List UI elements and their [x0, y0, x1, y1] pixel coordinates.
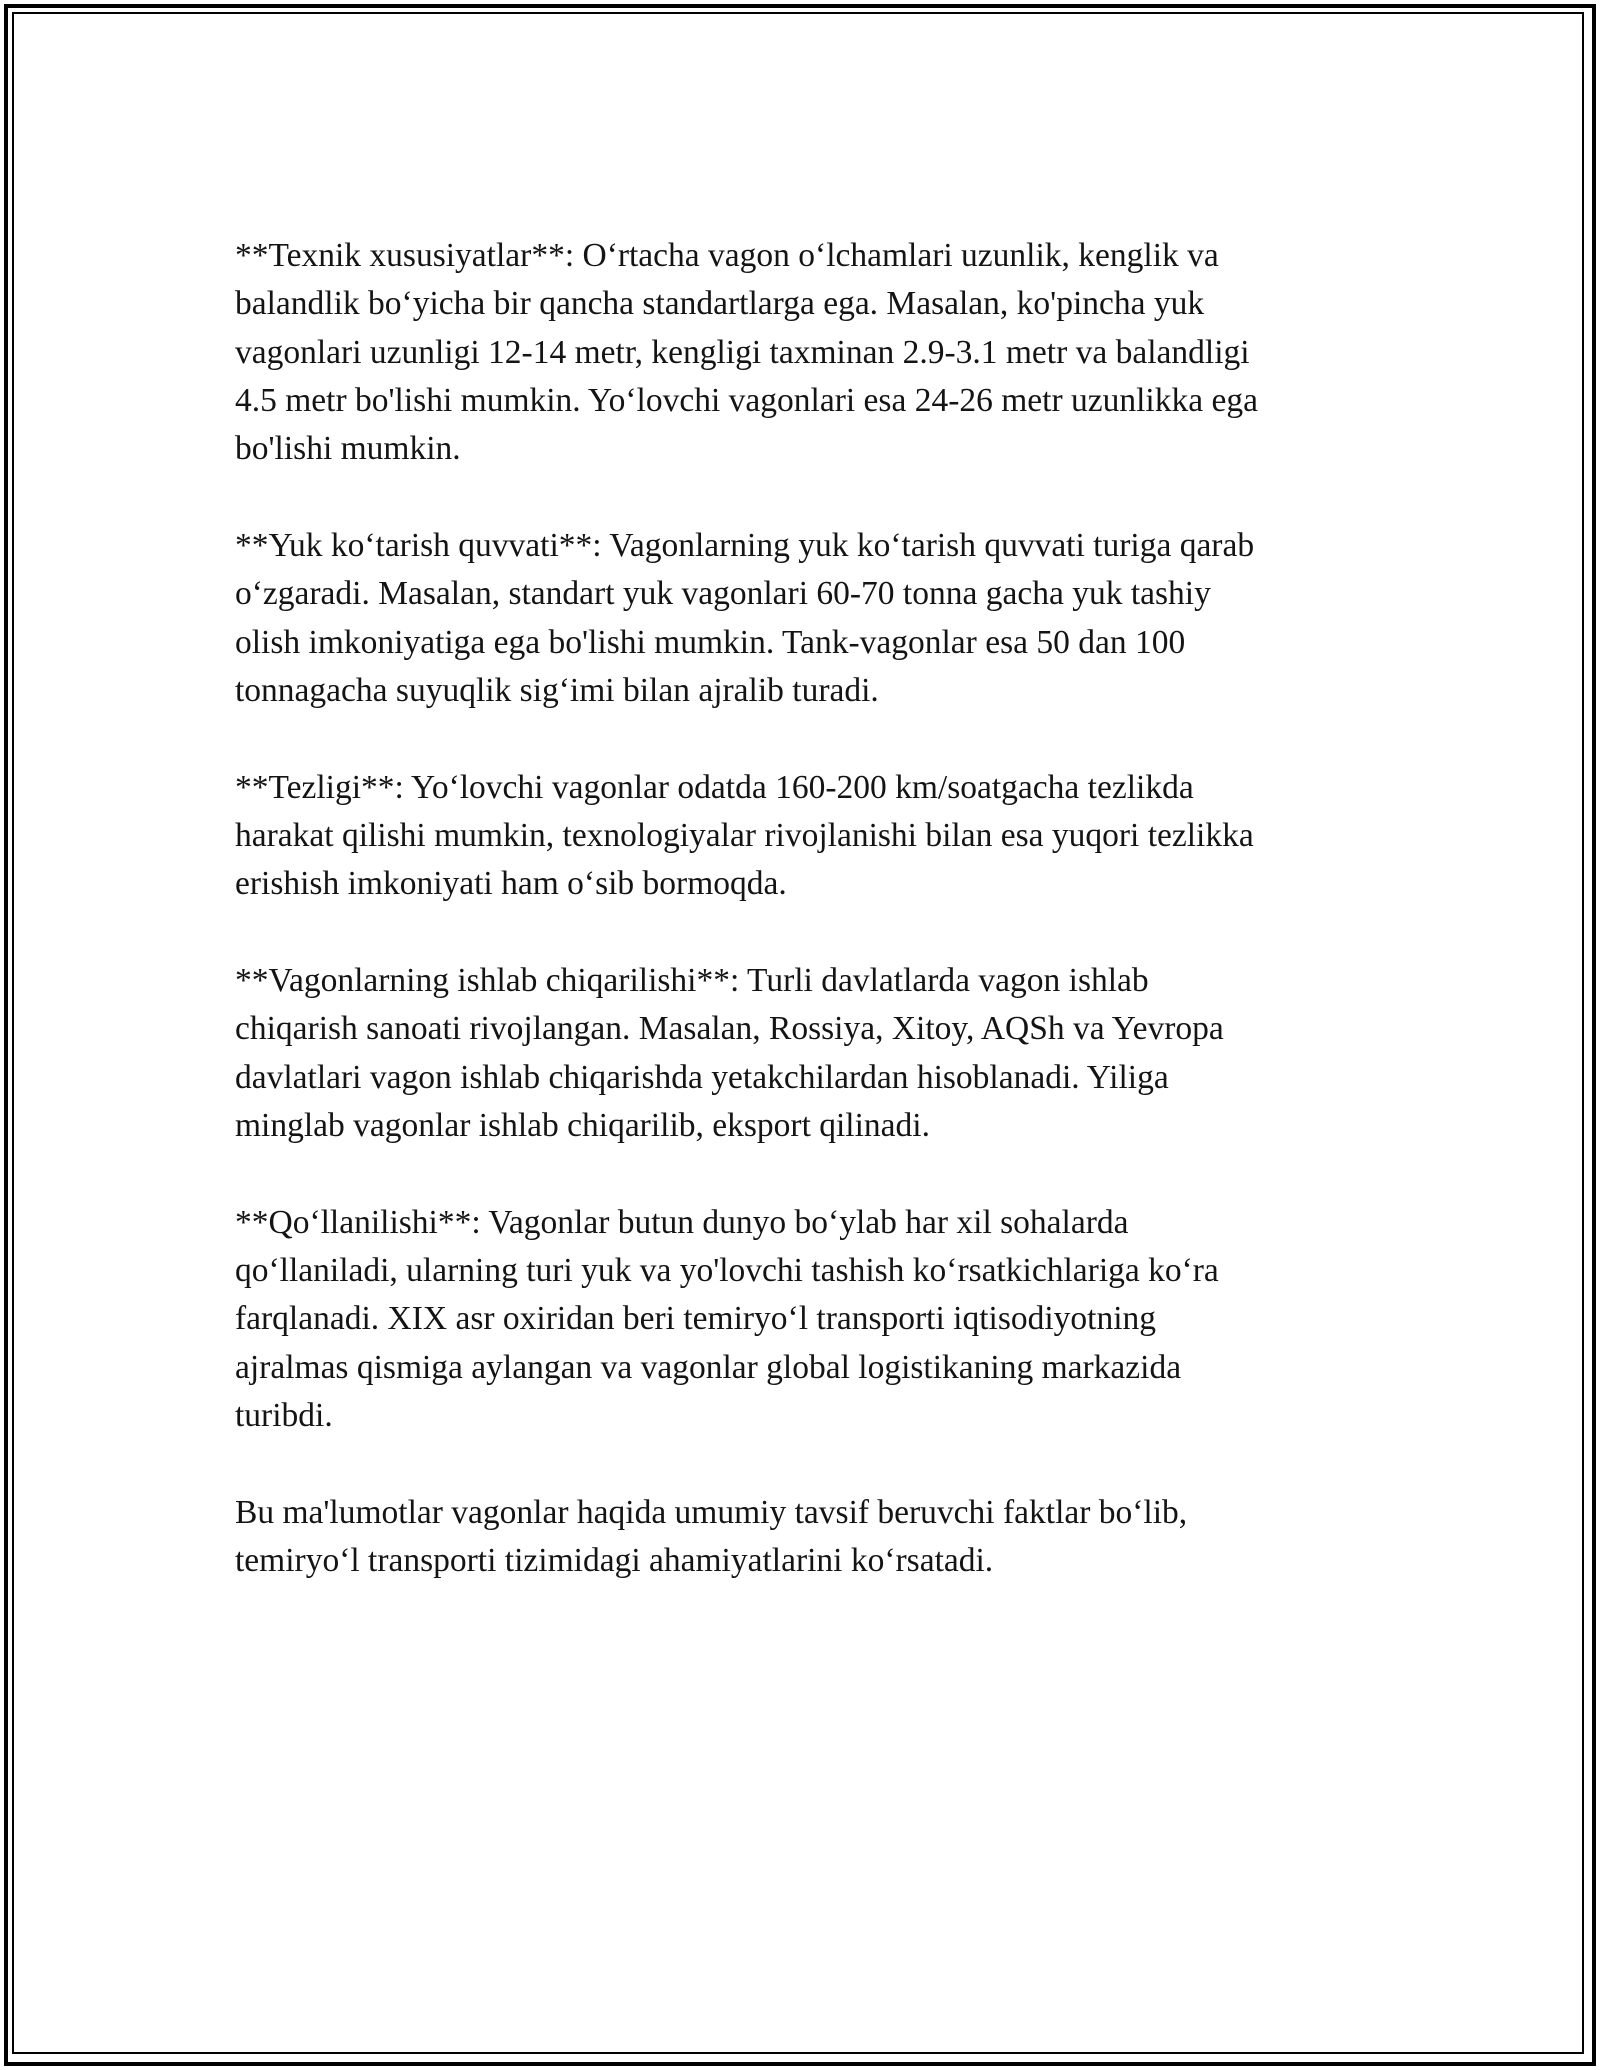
paragraph-summary: Bu ma'lumotlar vagonlar haqida umumiy tavsif beruvchi faktlar bo‘lib, temiryo‘l transporti tizimidagi ahamiyatlarini ko‘rsatadi.	[235, 1493, 1188, 1580]
document-body	[235, 232, 1375, 1634]
paragraph-load-capacity: **Yuk ko‘tarish quvvati**: Vagonlarning yuk ko‘tarish quvvati turiga qarab o‘zgaradi. Masalan, standart yuk vagonlari 60-70 tonna gacha yuk tashiy olish imkoniyatiga ega bo'lishi mumkin. Tank-vagonlar esa 50 dan 100 tonnagacha suyuqlik sig‘imi bilan ajralib turadi.	[235, 526, 1255, 709]
paragraph-usage: **Qo‘llanilishi**: Vagonlar butun dunyo bo‘ylab har xil sohalarda qo‘llaniladi, ularning turi yuk va yo'lovchi tashish ko‘rsatkichlariga ko‘ra farqlanadi. XIX asr oxiridan beri temiryo‘l transporti iqtisodiyotning ajralmas qismiga aylangan va vagonlar global logistikaning markazida turibdi.	[235, 1203, 1219, 1434]
paragraph-manufacturing: **Vagonlarning ishlab chiqarilishi**: Turli davlatlarda vagon ishlab chiqarish sanoati rivojlangan. Masalan, Rossiya, Xitoy, AQSh va Yevropa davlatlari vagon ishlab chiqarishda yetakchilardan hisoblanadi. Yiliga minglab vagonlar ishlab chiqarilib, eksport qilinadi.	[235, 962, 1224, 1144]
paragraph-technical-specs: **Texnik xususiyatlar**: O‘rtacha vagon o‘lchamlari uzunlik, kenglik va balandlik bo‘yicha bir qancha standartlarga ega. Masalan, ko'pincha yuk vagonlari uzunligi 12-14 metr, kengligi taxminan 2.9-3.1 metr va balandligi 4.5 metr bo'lishi mumkin. Yo‘lovchi vagonlari esa 24-26 metr uzunlikka ega bo'lishi mumkin.	[235, 237, 1258, 468]
paragraph-speed: **Tezligi**: Yo‘lovchi vagonlar odatda 160-200 km/soatgacha tezlikda harakat qilishi mumkin, texnologiyalar rivojlanishi bilan esa yuqori tezlikka erishish imkoniyati ham o‘sib bormoqda.	[235, 768, 1254, 903]
